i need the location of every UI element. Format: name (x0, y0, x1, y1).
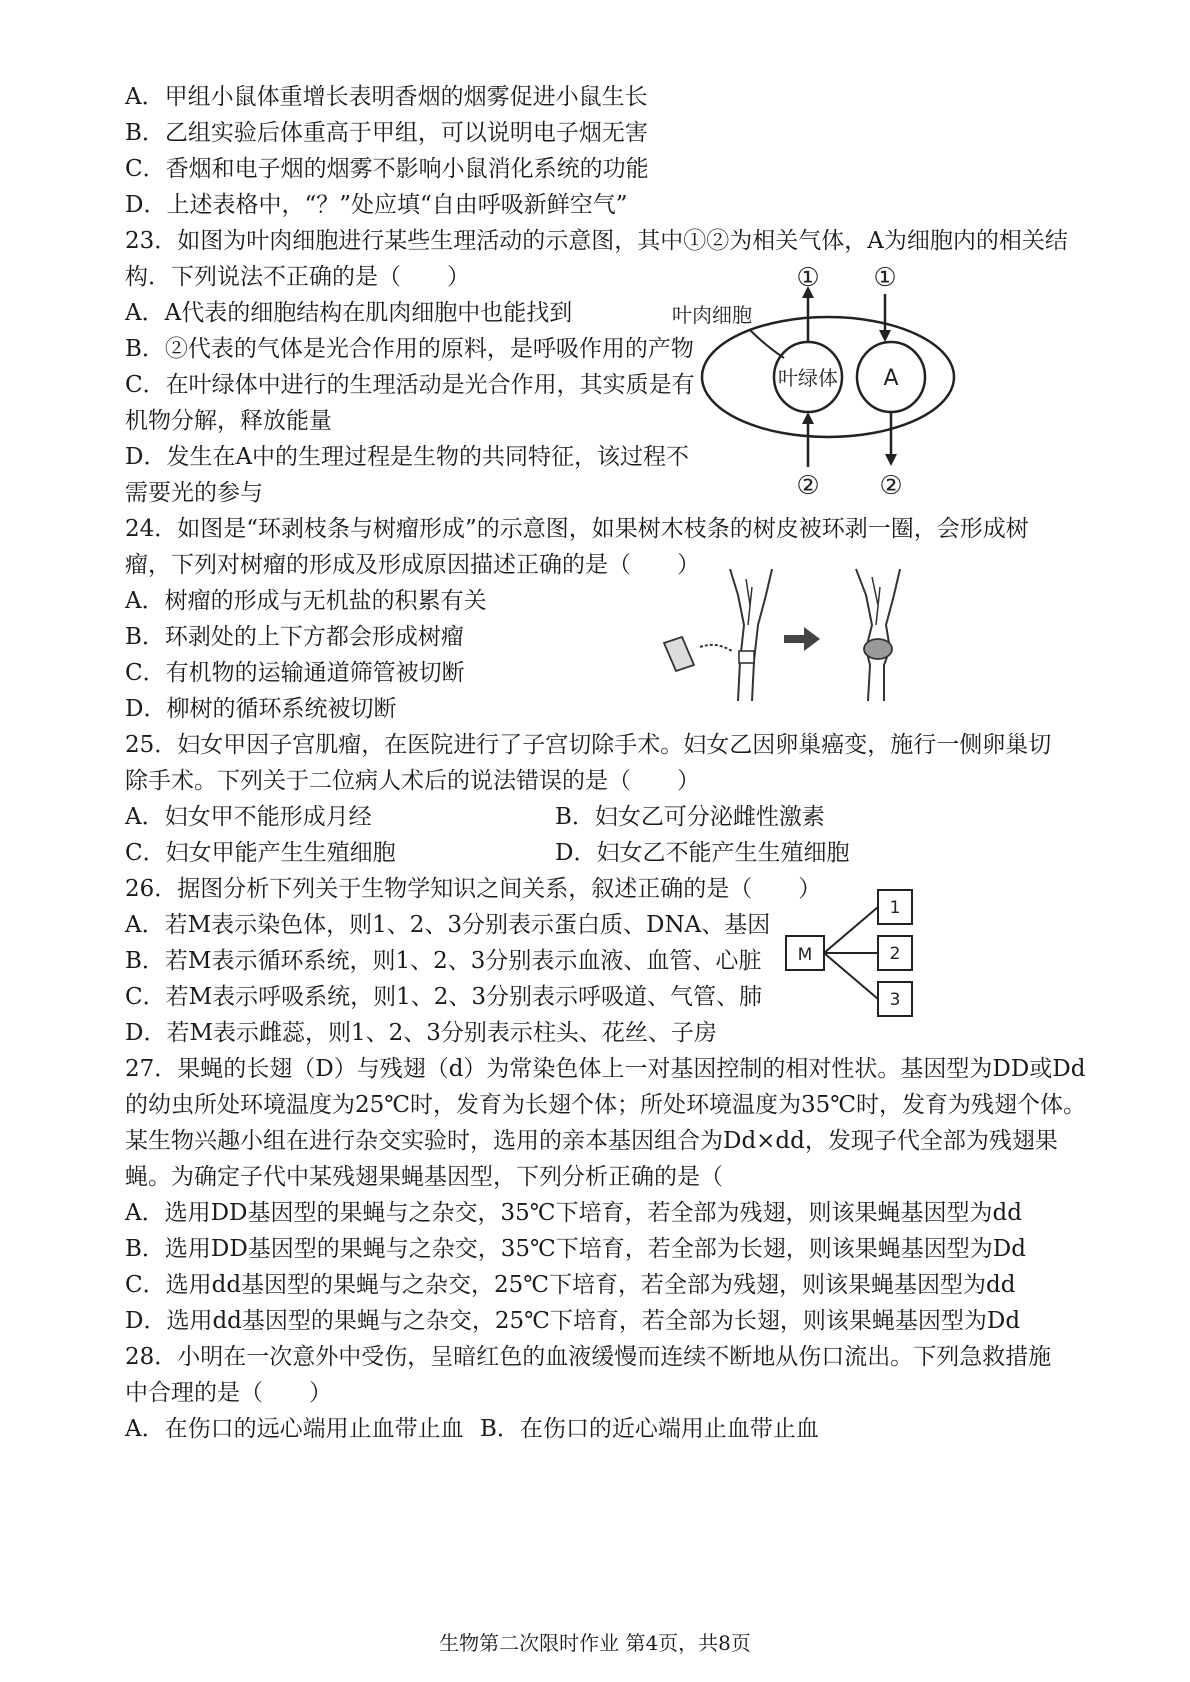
cell-label-leader (750, 330, 784, 358)
branch2-left-outline (856, 569, 872, 701)
q23-option-d-cont: 需要光的参与 (125, 480, 263, 506)
q25-option-c: C．妇女甲能产生生殖细胞 (125, 840, 396, 866)
girdling-diagram (660, 565, 950, 705)
q25-option-b: B．妇女乙可分泌雌性激素 (555, 804, 825, 830)
connector-3 (824, 953, 878, 999)
gas2-bottom-left: ② (796, 471, 820, 501)
q28-option-b: B．在伤口的近心端用止血带止血 (480, 1416, 819, 1442)
q24-option-d: D．柳树的循环系统被切断 (125, 696, 397, 722)
q27-stem-line3: 某生物兴趣小组在进行杂交实验时，选用的亲本基因组合为Dd×dd，发现子代全部为残翅果 (125, 1128, 1058, 1154)
q23-stem-line2: 构．下列说法不正确的是（ ） (125, 264, 470, 290)
q27-stem-line1: 27．果蝇的长翅（D）与残翅（d）为常染色体上一对基因控制的相对性状。基因型为DD或Dd (125, 1056, 1086, 1082)
q25-option-d: D．妇女乙不能产生生殖细胞 (555, 840, 850, 866)
q26-option-d: D．若M表示雌蕊，则1、2、3分别表示柱头、花丝、子房 (125, 1020, 717, 1046)
q26-stem: 26．据图分析下列关于生物学知识之间关系，叙述正确的是（ ） (125, 876, 822, 902)
q23-option-c-cont: 机物分解，释放能量 (125, 408, 332, 434)
q27-option-d: D．选用dd基因型的果蝇与之杂交，25℃下培育，若全部为长翅，则该果蝇基因型为Dd (125, 1308, 1021, 1334)
gas1-top-right: ① (873, 263, 897, 293)
box-3-label: 3 (889, 990, 901, 1010)
q22-option-a: A．甲组小鼠体重增长表明香烟的烟雾促进小鼠生长 (125, 84, 648, 110)
bark-texture (872, 577, 880, 625)
arrowhead-icon (802, 412, 814, 424)
arrowhead-icon (879, 330, 891, 342)
q23-option-b: B．②代表的气体是光合作用的原料，是呼吸作用的产物 (125, 336, 694, 362)
q25-option-a: A．妇女甲不能形成月经 (125, 804, 372, 830)
branch-left-outline (730, 569, 744, 701)
q23-option-c: C．在叶绿体中进行的生理活动是光合作用，其实质是有 (125, 372, 695, 398)
q24-stem-line1: 24．如图是“环剥枝条与树瘤形成”的示意图，如果树木枝条的树皮被环剥一圈，会形成树 (125, 516, 1029, 542)
box-2-label: 2 (889, 944, 901, 964)
gas1-top-left: ① (796, 263, 820, 293)
q25-stem-line2: 除手术。下列关于二位病人术后的说法错误的是（ ） (125, 768, 700, 794)
q27-stem-line4: 蝇。为确定子代中某残翅果蝇基因型，下列分析正确的是（ (125, 1164, 723, 1190)
leaf-cell-diagram (660, 262, 960, 502)
q24-option-a: A．树瘤的形成与无机盐的积累有关 (125, 588, 487, 614)
q28-option-a: A．在伤口的远心端用止血带止血 (125, 1416, 464, 1442)
q26-option-c: C．若M表示呼吸系统，则1、2、3分别表示呼吸道、气管、肺 (125, 984, 763, 1010)
m-relationship-diagram (780, 880, 930, 1020)
q25-stem-line1: 25．妇女甲因子宫肌瘤，在医院进行了子宫切除手术。妇女乙因卵巢癌变，施行一侧卵巢切 (125, 732, 1052, 758)
cut-motion-icon (700, 645, 732, 651)
q22-option-c: C．香烟和电子烟的烟雾不影响小鼠消化系统的功能 (125, 156, 649, 182)
q24-stem-line2: 瘤，下列对树瘤的形成及形成原因描述正确的是（ ） (125, 552, 700, 578)
structure-a-label: A (883, 366, 899, 391)
q23-stem-line1: 23．如图为叶肉细胞进行某些生理活动的示意图，其中①②为相关气体，A为细胞内的相关结 (125, 228, 1068, 254)
arrowhead-icon (885, 454, 897, 466)
tumor-swelling (864, 639, 892, 659)
chloroplast-label: 叶绿体 (778, 366, 838, 390)
transition-arrow-icon (784, 627, 820, 651)
branch-right-outline (752, 569, 772, 701)
q26-option-b: B．若M表示循环系统，则1、2、3分别表示血液、血管、心脏 (125, 948, 762, 974)
q27-option-c: C．选用dd基因型的果蝇与之杂交，25℃下培育，若全部为残翅，则该果蝇基因型为dd (125, 1272, 1016, 1298)
q22-option-d: D．上述表格中，“？”处应填“自由呼吸新鲜空气” (125, 192, 628, 218)
q22-option-b: B．乙组实验后体重高于甲组，可以说明电子烟无害 (125, 120, 648, 146)
page-footer: 生物第二次限时作业 第4页，共8页 (439, 1631, 751, 1655)
q28-stem-line2: 中合理的是（ ） (125, 1380, 332, 1406)
branch2-right-outline (884, 569, 900, 701)
q24-option-c: C．有机物的运输通道筛管被切断 (125, 660, 465, 686)
girdled-ring (739, 651, 754, 663)
q27-option-a: A．选用DD基因型的果蝇与之杂交，35℃下培育，若全部为残翅，则该果蝇基因型为dd (125, 1200, 1022, 1226)
gas2-bottom-right: ② (879, 471, 903, 501)
m-label: M (797, 945, 813, 965)
q27-stem-line2: 的幼虫所处环境温度为25℃时，发育为长翅个体；所处环境温度为35℃时，发育为残翅个体。 (125, 1092, 1086, 1118)
cell-label: 叶肉细胞 (672, 303, 752, 327)
q26-option-a: A．若M表示染色体，则1、2、3分别表示蛋白质、DNA、基因 (125, 912, 771, 938)
box-1-label: 1 (889, 898, 901, 918)
q23-option-a: A．A代表的细胞结构在肌肉细胞中也能找到 (125, 300, 573, 326)
bark-texture (746, 579, 752, 625)
connector-1 (824, 907, 878, 953)
knife-icon (664, 637, 694, 671)
q23-option-d: D．发生在A中的生理过程是生物的共同特征，该过程不 (125, 444, 690, 470)
q28-stem-line1: 28．小明在一次意外中受伤，呈暗红色的血液缓慢而连续不断地从伤口流出。下列急救措施 (125, 1344, 1052, 1370)
q24-option-b: B．环剥处的上下方都会形成树瘤 (125, 624, 464, 650)
q27-option-b: B．选用DD基因型的果蝇与之杂交，35℃下培育，若全部为长翅，则该果蝇基因型为Dd (125, 1236, 1026, 1262)
